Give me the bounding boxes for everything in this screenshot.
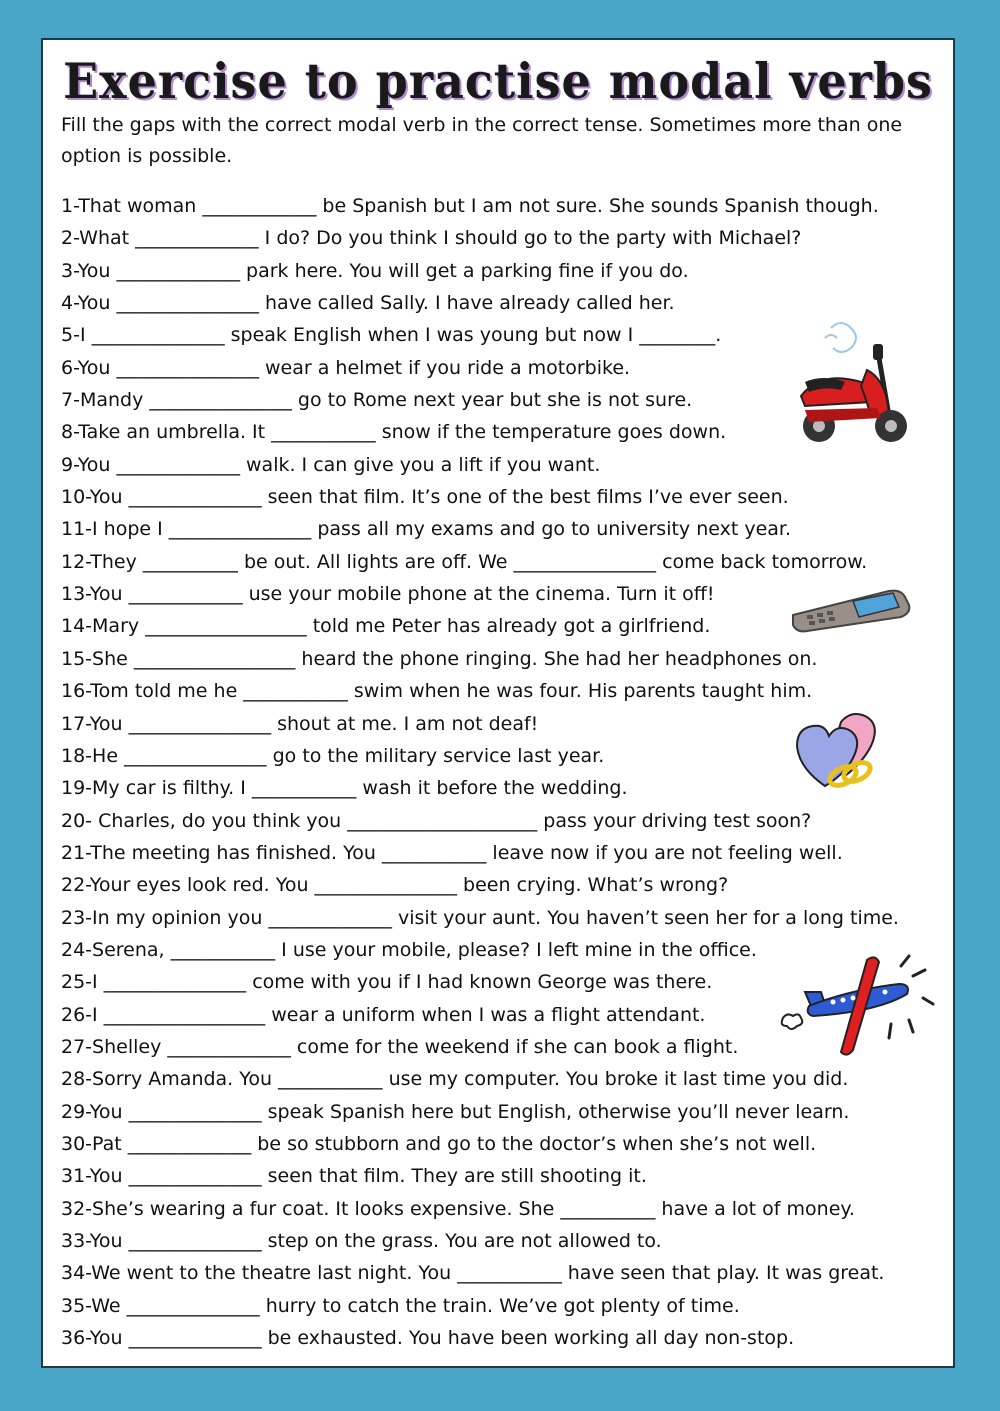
instructions: Fill the gaps with the correct modal verb in the correct tense. Sometimes more than one option is possible. xyxy=(61,114,903,167)
exercise-item: 6-You _______________ wear a helmet if you ride a motorbike. xyxy=(61,356,631,379)
exercise-item: 7-Mandy _______________ go to Rome next year but she is not sure. xyxy=(61,389,693,412)
exercise-item: 13-You ____________ use your mobile phone at the cinema. Turn it off! xyxy=(61,583,715,606)
worksheet-page xyxy=(41,38,955,1368)
exercise-item: 15-She _________________ heard the phone ringing. She had her headphones on. xyxy=(61,647,818,670)
exercise-item: 2-What _____________ I do? Do you think I should go to the party with Michael? xyxy=(61,227,802,250)
exercise-item: 3-You _____________ park here. You will get a parking fine if you do. xyxy=(61,259,689,282)
exercise-item: 17-You _______________ shout at me. I am not deaf! xyxy=(61,712,539,735)
exercise-item: 19-My car is filthy. I ___________ wash it before the wedding. xyxy=(61,777,628,800)
exercise-item: 8-Take an umbrella. It ___________ snow if the temperature goes down. xyxy=(61,421,727,444)
exercise-item: 33-You ______________ step on the grass. You are not allowed to. xyxy=(61,1230,662,1252)
exercise-item: 12-They __________ be out. All lights are off. We _______________ come back tomorrow. xyxy=(61,550,868,573)
exercise-item: 31-You ______________ seen that film. They are still shooting it. xyxy=(61,1165,647,1188)
exercise-item: 24-Serena, ___________ I use your mobile, please? I left mine in the office. xyxy=(61,938,757,961)
scooter-icon xyxy=(791,318,921,454)
exercise-item: 21-The meeting has finished. You ___________ leave now if you are not feeling well. xyxy=(61,841,843,864)
exercise-item: 28-Sorry Amanda. You ___________ use my computer. You broke it last time you did. xyxy=(61,1068,849,1091)
exercise-item: 34-We went to the theatre last night. You ___________ have seen that play. It was great. xyxy=(61,1262,885,1285)
exercise-item: 30-Pat _____________ be so stubborn and go to the doctor’s when she’s not well. xyxy=(61,1132,817,1155)
exercise-item: 29-You ______________ speak Spanish here but English, otherwise you’ll never learn. xyxy=(61,1100,850,1123)
exercise-item: 27-Shelley _____________ come for the weekend if she can book a flight. xyxy=(61,1035,739,1058)
exercise-item: 16-Tom told me he ___________ swim when he was four. His parents taught him. xyxy=(61,680,813,703)
page-title: Exercise to practise modal verbs xyxy=(63,52,933,110)
exercise-item: 5-I ______________ speak English when I was young but now I ________. xyxy=(61,324,722,347)
hearts-rings-icon xyxy=(795,710,887,794)
exercise-item: 35-We ______________ hurry to catch the train. We’ve got plenty of time. xyxy=(61,1294,740,1317)
exercise-item: 9-You _____________ walk. I can give you a lift if you want. xyxy=(61,453,601,476)
mobile-phone-icon xyxy=(789,585,913,635)
exercise-item: 14-Mary _________________ told me Peter has already got a girlfriend. xyxy=(61,615,711,638)
exercise-item: 11-I hope I _______________ pass all my exams and go to university next year. xyxy=(61,518,792,541)
exercise-item: 36-You ______________ be exhausted. You have been working all day non-stop. xyxy=(61,1327,795,1350)
exercise-item: 20- Charles, do you think you ____________________ pass your driving test soon? xyxy=(61,809,812,832)
exercise-item: 4-You _______________ have called Sally. I have already called her. xyxy=(61,292,675,315)
exercise-item: 26-I _________________ wear a uniform when I was a flight attendant. xyxy=(61,1003,706,1026)
exercise-item: 23-In my opinion you _____________ visit your aunt. You haven’t seen her for a long time. xyxy=(61,906,899,929)
exercise-item: 32-She’s wearing a fur coat. It looks expensive. She __________ have a lot of money. xyxy=(61,1197,855,1220)
exercise-item: 18-He _______________ go to the military service last year. xyxy=(61,744,605,767)
exercise-item: 10-You ______________ seen that film. It’s one of the best films I’ve ever seen. xyxy=(61,486,789,509)
airplane-icon xyxy=(775,952,937,1058)
exercise-item: 22-Your eyes look red. You _______________ been crying. What’s wrong? xyxy=(61,874,729,897)
exercise-item: 25-I _______________ come with you if I had known George was there. xyxy=(61,971,713,994)
exercise-item: 1-That woman ____________ be Spanish but I am not sure. She sounds Spanish though. xyxy=(61,195,879,217)
